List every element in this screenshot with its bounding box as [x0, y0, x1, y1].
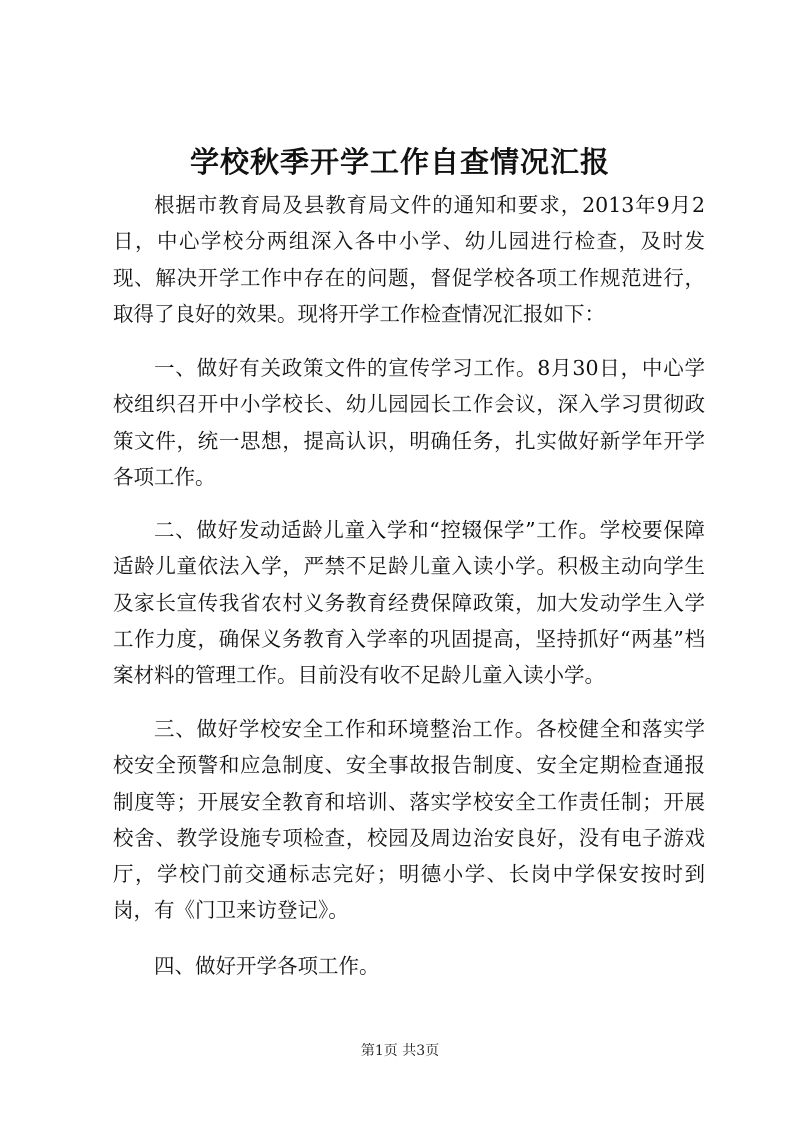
section-three-paragraph: 三、做好学校安全工作和环境整治工作。各校健全和落实学校安全预警和应急制度、安全事故报告制度、安全定期检查通报制度等；开展安全教育和培训、落实学校安全工作责任制；开展校舍、教学设施专项检查，校园及周边治安良好，没有电子游戏厅，学校门前交通标志完好；明德小学、长岗中学保安按时到岗，有《门卫来访登记》。	[113, 717, 705, 923]
section-one-paragraph: 一、做好有关政策文件的宣传学习工作。8月30日，中心学校组织召开中小学校长、幼儿园园长工作会议，深入学习贯彻政策文件，统一思想，提高认识，明确任务，扎实做好新学年开学各项工作。	[113, 356, 705, 489]
intro-paragraph: 根据市教育局及县教育局文件的通知和要求，2013年9月2日，中心学校分两组深入各中小学、幼儿园进行检查，及时发现、解决开学工作中存在的问题，督促学校各项工作规范进行，取得了良好的效果。现将开学工作检查情况汇报如下：	[113, 193, 705, 326]
document-title: 学校秋季开学工作自查情况汇报	[189, 145, 610, 179]
section-two-paragraph: 二、做好发动适龄儿童入学和“控辍保学”工作。学校要保障适龄儿童依法入学，严禁不足龄儿童入读小学。积极主动向学生及家长宣传我省农村义务教育经费保障政策，加大发动学生入学工作力度，确保义务教育入学率的巩固提高，坚持抓好“两基”档案材料的管理工作。目前没有收不足龄儿童入读小学。	[113, 518, 705, 688]
page-number-footer: 第1页 共3页	[360, 1043, 440, 1059]
section-four-paragraph: 四、做好开学各项工作。	[154, 954, 380, 978]
